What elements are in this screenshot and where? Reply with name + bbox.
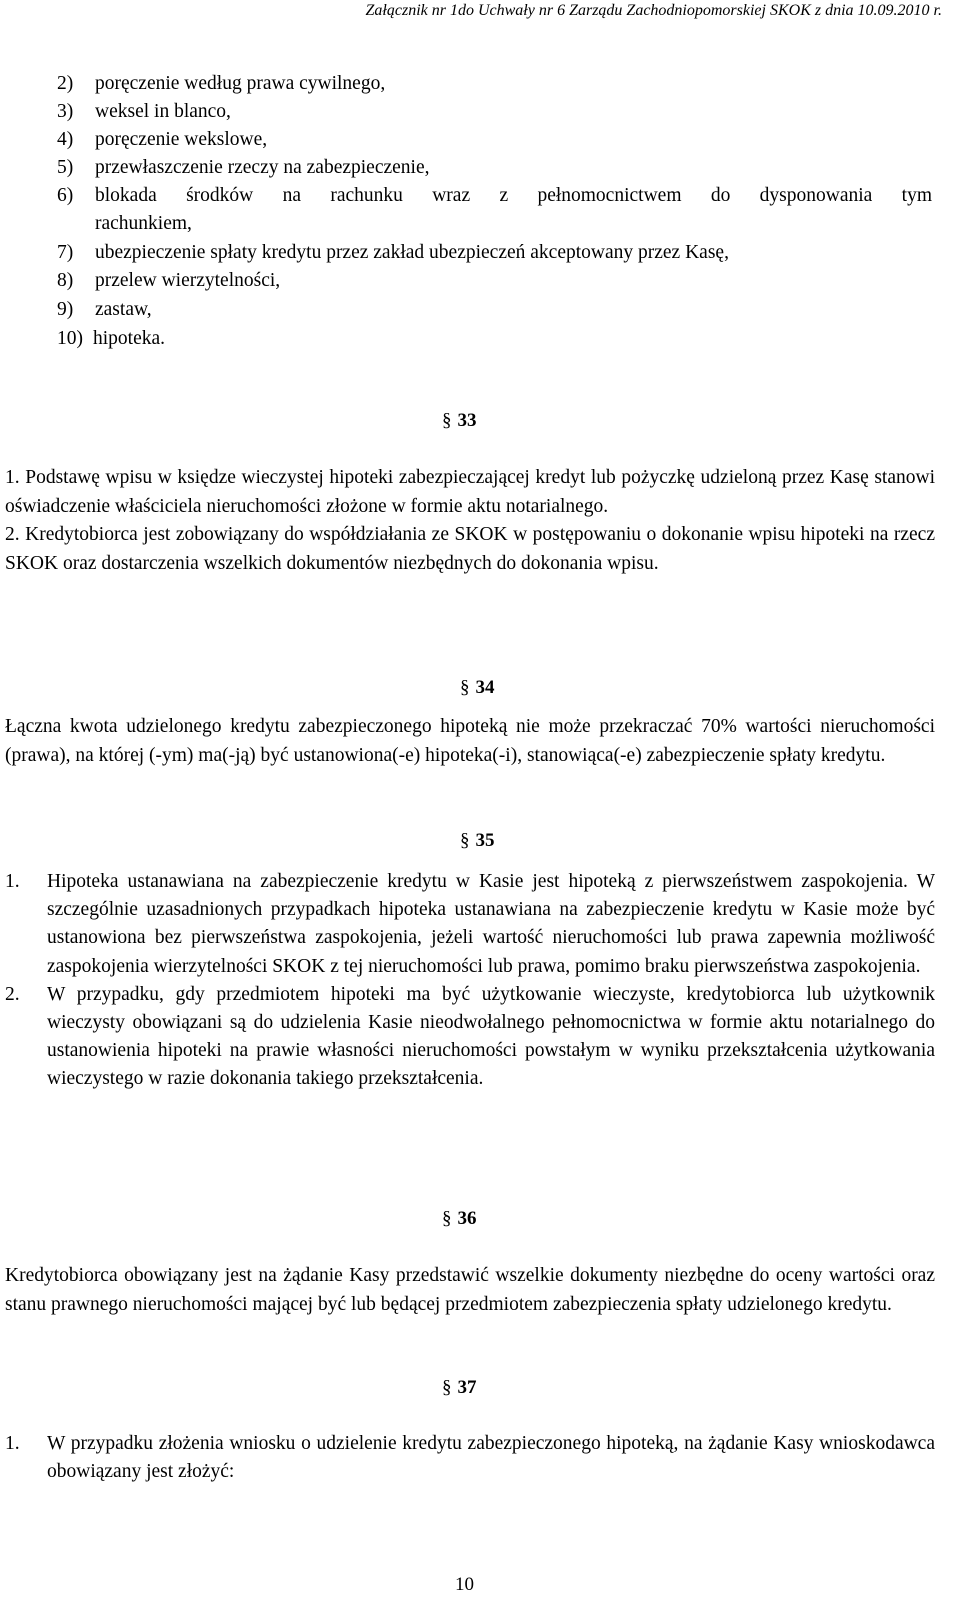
section-35-list bbox=[5, 868, 935, 1094]
list-item bbox=[57, 296, 152, 324]
list-item-number: 10) bbox=[57, 328, 83, 349]
section-sign: § bbox=[442, 1377, 452, 1398]
section-heading-33 bbox=[442, 410, 477, 432]
list-item-text: blokada środków na rachunku wraz z pełnomocnictwem do dysponowania tym bbox=[95, 185, 932, 206]
item-number: 2. bbox=[5, 983, 20, 1005]
section-number: 36 bbox=[457, 1208, 477, 1229]
section-number: 37 bbox=[457, 1377, 477, 1398]
list-item-number: 5) bbox=[57, 157, 74, 178]
section-33-body bbox=[5, 464, 935, 578]
section-number: 33 bbox=[457, 410, 477, 431]
list-item bbox=[57, 239, 729, 267]
document-header: Załącznik nr 1do Uchwały nr 6 Zarządu Zachodniopomorskiej SKOK z dnia 10.09.2010 r. bbox=[365, 2, 942, 19]
list-item-number: 3) bbox=[57, 101, 74, 122]
section-34-body bbox=[5, 713, 935, 770]
section-37-list bbox=[5, 1430, 935, 1486]
numbered-item bbox=[5, 1430, 935, 1486]
list-item-text: weksel in blanco, bbox=[95, 101, 231, 122]
list-item-number: 2) bbox=[57, 73, 74, 94]
list-item-text: przewłaszczenie rzeczy na zabezpieczenie, bbox=[95, 157, 430, 178]
list-item-number: 6) bbox=[57, 185, 74, 206]
list-item bbox=[57, 325, 165, 353]
item-text: W przypadku, gdy przedmiotem hipoteki ma być użytkowanie wieczyste, kredytobiorca lub użytkownik wieczysty obowiązani są do udzielenia Kasie nieodwołalnego pełnomocnictwa w formie aktu notarialnego do ustanowienia hipoteki na prawie własności nieruchomości powstałym w wyniku przekształcenia użytkowania wieczystego w razie dokonania takiego przekształcenia. bbox=[47, 983, 935, 1090]
section-heading-36 bbox=[442, 1208, 477, 1230]
list-item-number: 7) bbox=[57, 242, 74, 263]
list-item bbox=[57, 70, 385, 98]
section-36-body bbox=[5, 1262, 935, 1319]
list-item bbox=[57, 154, 430, 182]
section-heading-34 bbox=[460, 677, 495, 699]
paragraph: Kredytobiorca obowiązany jest na żądanie Kasy przedstawić wszelkie dokumenty niezbędne do oceny wartości oraz stanu prawnego nieruchomości mającej być lub będącej przedmiotem zabezpieczenia spłaty udzielonego kredytu. bbox=[5, 1265, 935, 1315]
list-item bbox=[57, 267, 280, 295]
section-sign: § bbox=[442, 1208, 452, 1229]
section-sign: § bbox=[460, 677, 470, 698]
list-item-text: hipoteka. bbox=[93, 328, 166, 349]
list-item-number: 8) bbox=[57, 270, 74, 291]
list-item-continuation: rachunkiem, bbox=[95, 213, 192, 234]
list-item bbox=[57, 98, 231, 126]
paragraph: Łączna kwota udzielonego kredytu zabezpieczonego hipoteką nie może przekraczać 70% wartości nieruchomości (prawa), na której (-ym) ma(-ją) być ustanowiona(-e) hipoteka(-i), stanowiąca(-e) zabezpieczenie spłaty kredytu. bbox=[5, 716, 935, 766]
list-item-text: przelew wierzytelności, bbox=[95, 270, 281, 291]
numbered-item bbox=[5, 981, 935, 1094]
list-item-number: 9) bbox=[57, 299, 74, 320]
page-number: 10 bbox=[455, 1574, 474, 1595]
list-item-text: poręczenie według prawa cywilnego, bbox=[95, 73, 386, 94]
section-heading-35 bbox=[460, 830, 495, 852]
section-sign: § bbox=[460, 830, 470, 851]
paragraph: 1. Podstawę wpisu w księdze wieczystej hipoteki zabezpieczającej kredyt lub pożyczkę udzieloną przez Kasę stanowi oświadczenie właściciela nieruchomości złożone w formie aktu notarialnego. bbox=[5, 467, 935, 517]
paragraph: 2. Kredytobiorca jest zobowiązany do współdziałania ze SKOK w postępowaniu o dokonanie wpisu hipoteki na rzecz SKOK oraz dostarczenia wszelkich dokumentów niezbędnych do dokonania wpisu. bbox=[5, 524, 935, 574]
list-item bbox=[57, 182, 932, 210]
item-number: 1. bbox=[5, 871, 20, 892]
section-number: 34 bbox=[475, 677, 495, 698]
item-text: W przypadku złożenia wniosku o udzielenie kredytu zabezpieczonego hipoteką, na żądanie Kasy wnioskodawca obowiązany jest złożyć: bbox=[47, 1433, 935, 1483]
item-number: 1. bbox=[5, 1433, 20, 1454]
item-text: Hipoteka ustanawiana na zabezpieczenie kredytu w Kasie jest hipoteką z pierwszeństwem zaspokojenia. W szczególnie uzasadnionych przypadkach hipoteka ustanawiana na zabezpieczenie kredytu w Kasie może być ustanowiona bez pierwszeństwa zaspokojenia, jeżeli wartość nieruchomości lub prawa zapewnia możliwość zaspokojenia wierzytelności SKOK z tej nieruchomości lub prawa, pomimo braku pierwszeństwa zaspokojenia. bbox=[47, 871, 935, 977]
list-item-text: ubezpieczenie spłaty kredytu przez zakład ubezpieczeń akceptowany przez Kasę, bbox=[95, 242, 729, 263]
section-number: 35 bbox=[475, 830, 495, 851]
list-item-number: 4) bbox=[57, 129, 74, 150]
list-item-text: zastaw, bbox=[95, 299, 152, 320]
list-item bbox=[57, 126, 267, 154]
section-sign: § bbox=[442, 410, 452, 431]
list-item-text: poręczenie wekslowe, bbox=[95, 129, 268, 150]
section-heading-37 bbox=[442, 1377, 477, 1399]
numbered-item bbox=[5, 868, 935, 981]
